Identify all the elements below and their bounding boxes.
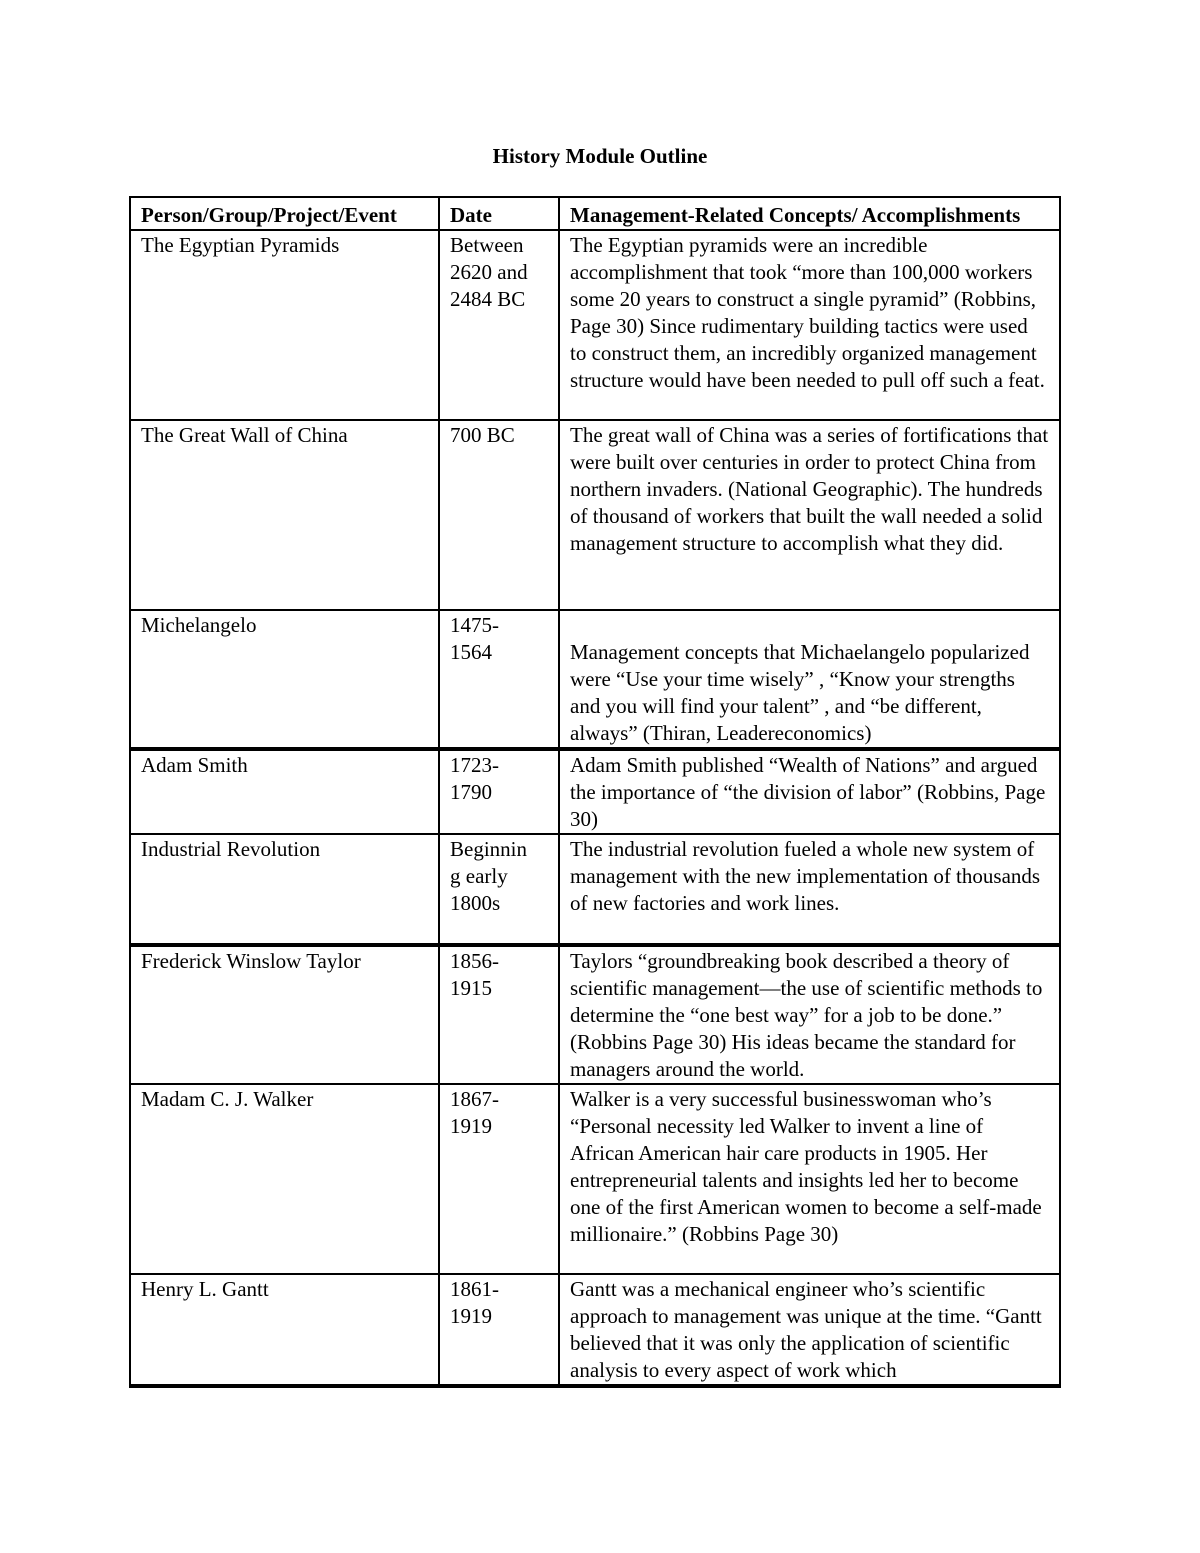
row-person: The Great Wall of China: [130, 420, 439, 610]
row-date: 1861- 1919: [439, 1274, 559, 1386]
history-outline-table: [129, 196, 1061, 1388]
row-date: Beginnin g early 1800s: [439, 834, 559, 945]
row-date: 1856- 1915: [439, 945, 559, 1084]
row-person: Henry L. Gantt: [130, 1274, 439, 1386]
row-person: Madam C. J. Walker: [130, 1084, 439, 1274]
header-person: Person/Group/Project/Event: [130, 197, 439, 230]
row-person: Industrial Revolution: [130, 834, 439, 945]
page-title: History Module Outline: [492, 144, 708, 168]
table-row: [130, 1274, 1060, 1386]
header-date: Date: [439, 197, 559, 230]
row-concepts: Management concepts that Michaelangelo popularized were “Use your time wisely” , “Know your strengths and you will find your talent” , and “be different, always” (Thiran, Leadereconomics): [559, 610, 1060, 749]
row-date: 1475- 1564: [439, 610, 559, 749]
table-row: [130, 230, 1060, 420]
row-concepts: Taylors “groundbreaking book described a theory of scientific management—the use of scientific methods to determine the “one best way” for a job to be done.” (Robbins Page 30) His ideas became the standard for managers around the world.: [559, 945, 1060, 1084]
table-row: [130, 749, 1060, 834]
table-row: [130, 834, 1060, 945]
row-concepts: Walker is a very successful businesswoman who’s “Personal necessity led Walker to invent a line of African American hair care products in 1905. Her entrepreneurial talents and insights led her to become one of the first American women to become a self-made millionaire.” (Robbins Page 30): [559, 1084, 1060, 1274]
table-row: [130, 1084, 1060, 1274]
row-date: 1867- 1919: [439, 1084, 559, 1274]
row-person: Frederick Winslow Taylor: [130, 945, 439, 1084]
row-concepts: Gantt was a mechanical engineer who’s scientific approach to management was unique at the time. “Gantt believed that it was only the application of scientific analysis to every aspect of work which: [559, 1274, 1060, 1386]
row-date: 1723- 1790: [439, 749, 559, 834]
row-person: Adam Smith: [130, 749, 439, 834]
row-concepts: The Egyptian pyramids were an incredible accomplishment that took “more than 100,000 workers some 20 years to construct a single pyramid” (Robbins, Page 30) Since rudimentary building tactics were used to construct them, an incredibly organized management structure would have been needed to pull off such a feat.: [559, 230, 1060, 420]
row-date: 700 BC: [439, 420, 559, 610]
row-person: Michelangelo: [130, 610, 439, 749]
row-concepts: The industrial revolution fueled a whole new system of management with the new implementation of thousands of new factories and work lines.: [559, 834, 1060, 945]
row-concepts: Adam Smith published “Wealth of Nations” and argued the importance of “the division of labor” (Robbins, Page 30): [559, 749, 1060, 834]
row-date: Between 2620 and 2484 BC: [439, 230, 559, 420]
header-concepts: Management-Related Concepts/ Accomplishments: [559, 197, 1060, 230]
table-row: [130, 420, 1060, 610]
row-person: The Egyptian Pyramids: [130, 230, 439, 420]
table-row: [130, 610, 1060, 749]
table-header-row: [130, 197, 1060, 230]
table-row: [130, 945, 1060, 1084]
row-concepts: The great wall of China was a series of fortifications that were built over centuries in order to protect China from northern invaders. (National Geographic). The hundreds of thousand of workers that built the wall needed a solid management structure to accomplish what they did.: [559, 420, 1060, 610]
